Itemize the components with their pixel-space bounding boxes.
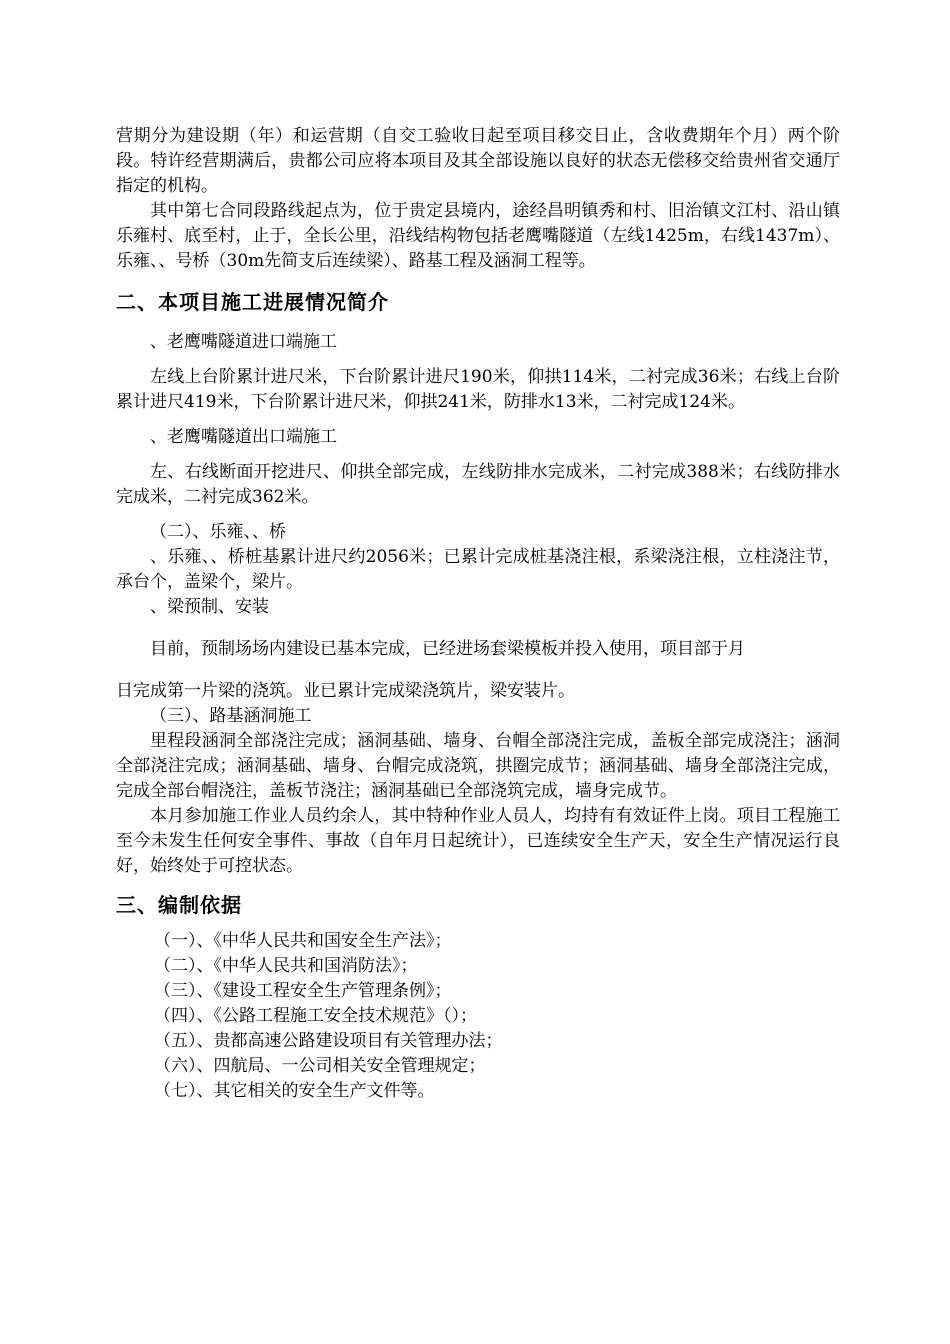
staff-safety-text: 本月参加施工作业人员约余人，其中特种作业人员人，均持有有效证件上岗。项目工程施工至今未发生任何安全事件、事故（自年月日起统计），已连续安全生产天，安全生产情况运行良好，始终处于可控状态。 xyxy=(116,806,840,876)
basis-list xyxy=(116,929,840,1104)
tunnel-exit-text: 左、右线断面开挖进尺、仰拱全部完成，左线防排水完成米，二衬完成388米；右线防排水完成米，二衬完成362米。 xyxy=(116,462,840,507)
intro-paragraph-2: 其中第七合同段路线起点为，位于贵定县境内，途经昌明镇秀和村、旧治镇文江村、沿山镇乐雍村、底至村，止于，全长公里，沿线结构物包括老鹰嘴隧道（左线1425m，右线1437m）、乐雍、、号桥（30m先简支后连续梁）、路基工程及涵洞工程等。 xyxy=(116,201,840,271)
bridge-text: 、乐雍、、桥桩基累计进尺约2056米；已累计完成桩基浇注根，系梁浇注根，立柱浇注节，承台个，盖梁个，梁片。 xyxy=(116,547,840,592)
tunnel-entry-title: 、老鹰嘴隧道进口端施工 xyxy=(150,332,337,352)
basis-item: （二）、《中华人民共和国消防法》； xyxy=(154,956,418,976)
basis-item: （四）、《公路工程施工安全技术规范》（）； xyxy=(154,1006,477,1026)
beam-text-2: 日完成第一片梁的浇筑。业已累计完成梁浇筑片，梁安装片。 xyxy=(116,681,575,701)
basis-item: （三）、《建设工程安全生产管理条例》； xyxy=(154,981,452,1001)
tunnel-exit-title: 、老鹰嘴隧道出口端施工 xyxy=(150,427,337,447)
intro-paragraph-1: 营期分为建设期（年）和运营期（自交工验收日起至项目移交日止，含收费期年个月）两个阶段。特许经营期满后，贵都公司应将本项目及其全部设施以良好的状态无偿移交给贵州省交通厅指定的机构。 xyxy=(116,126,840,196)
basis-item: （六）、四航局、一公司相关安全管理规定； xyxy=(154,1056,486,1076)
beam-title: 、梁预制、安装 xyxy=(150,597,269,617)
bridge-title: （二）、乐雍、、桥 xyxy=(150,522,286,542)
culvert-title: （三）、路基涵洞施工 xyxy=(150,706,312,726)
culvert-text: 里程段涵洞全部浇注完成；涵洞基础、墙身、台帽全部浇注完成，盖板全部完成浇注；涵洞全部浇注完成；涵洞基础、墙身、台帽完成浇筑，拱圈完成节；涵洞基础、墙身全部浇注完成，完成全部台帽浇注，盖板节浇注；涵洞基础已全部浇筑完成，墙身完成节。 xyxy=(116,731,840,801)
document-page xyxy=(116,124,840,1104)
beam-text-1: 目前，预制场场内建设已基本完成，已经进场套梁模板并投入使用，项目部于月 xyxy=(150,639,745,659)
basis-item: （七）、其它相关的安全生产文件等。 xyxy=(154,1081,435,1101)
section-2-heading: 二、本项目施工进展情况简介 xyxy=(116,290,389,314)
basis-item: （五）、贵都高速公路建设项目有关管理办法； xyxy=(154,1031,503,1051)
basis-item: （一）、《中华人民共和国安全生产法》； xyxy=(154,931,452,951)
tunnel-entry-text: 左线上台阶累计进尺米，下台阶累计进尺190米，仰拱114米，二衬完成36米；右线上台阶累计进尺419米，下台阶累计进尺米，仰拱241米，防排水13米，二衬完成124米。 xyxy=(116,367,840,412)
section-3-heading: 三、编制依据 xyxy=(116,893,242,917)
